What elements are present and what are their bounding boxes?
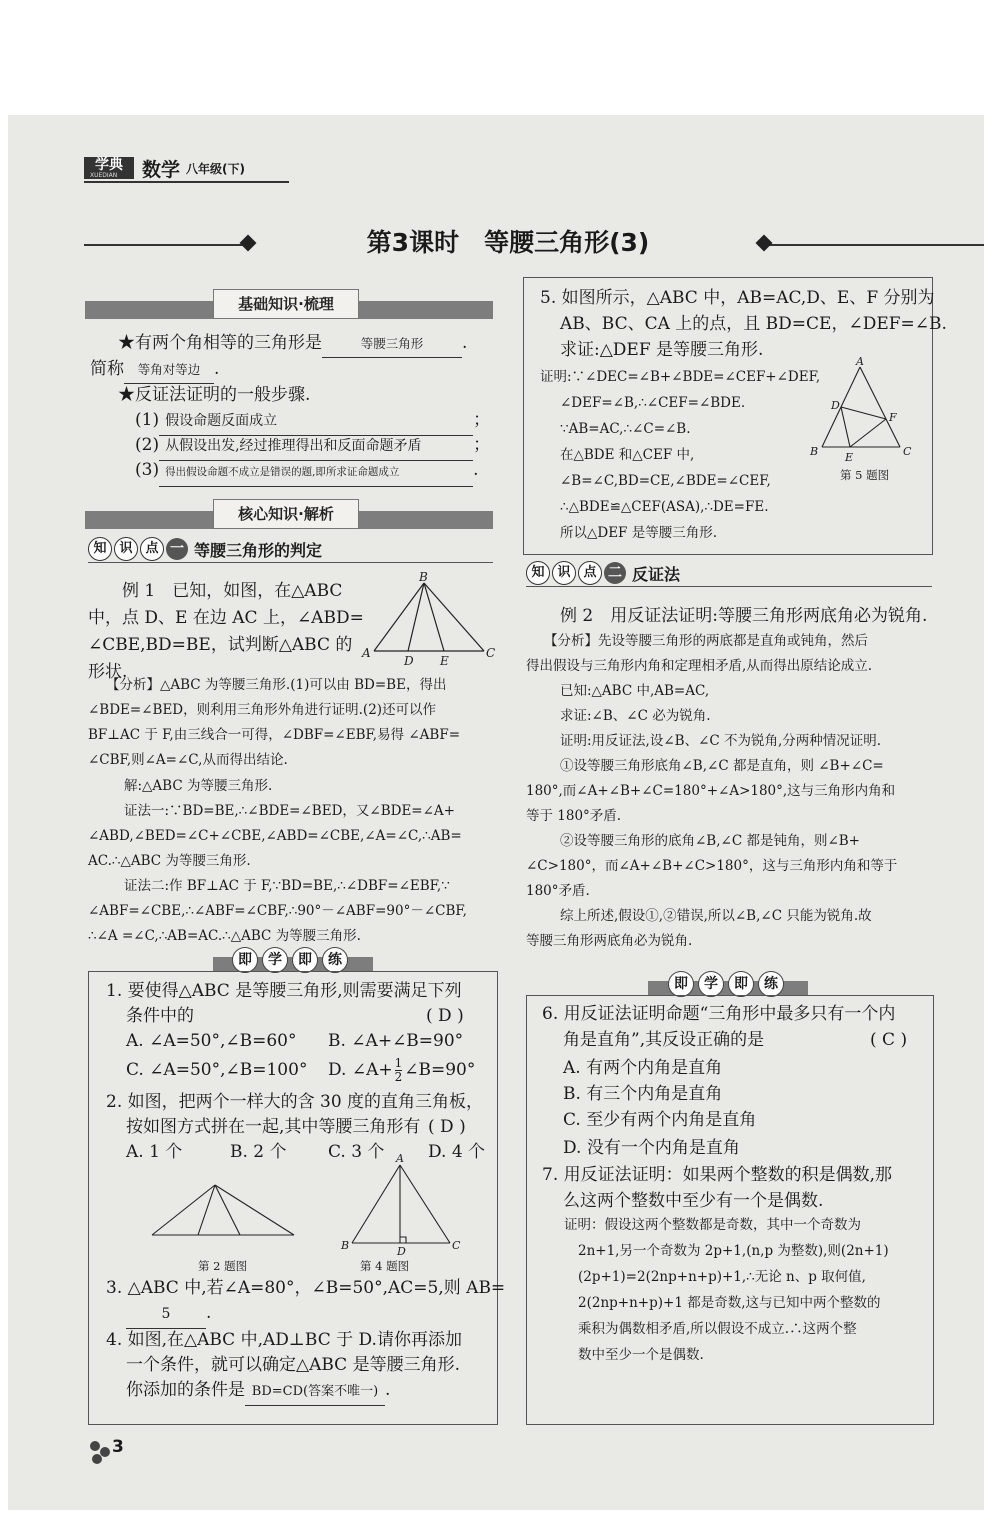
basic-line2-dot: . [214,359,220,379]
ex1-analysis-2: ∠BDE=∠BED，则利用三角形外角进行证明.(2)还可以作 [88,702,437,718]
ex2-proof-9: 等腰三角形两底角必为锐角. [526,933,693,949]
ex2-proof-7: 180°矛盾. [526,883,590,899]
step1-answer: 假设命题反面成立 [159,408,473,436]
ex1-line-3: ∠CBE,BD=BE，试判断△ABC 的 [88,635,353,655]
ex2-proof-3: 180°,而∠A+∠B+∠C=180°+∠A>180°,这与三角形内角和 [526,783,896,799]
kp1-number: 一 [166,538,188,560]
q7-proof-1: 证明：假设这两个整数都是奇数，其中一个奇数为 [564,1217,861,1233]
q6-option-d: D. 没有一个内角是直角 [563,1138,740,1158]
brand-block [84,157,284,181]
step2-semi: ； [473,435,491,455]
subject: 数学 [142,159,181,181]
ex2-given-2: 求证:∠B、∠C 必为锐角. [560,708,711,724]
ex1-label-e: E [440,654,449,668]
q5-proof-1: 证明:∵∠DEC=∠B+∠BDE=∠CEF+∠DEF, [540,369,821,385]
ex2-analysis-1: 【分析】先设等腰三角形的两底都是直角或钝角，然后 [544,633,868,649]
step3-dot: . [473,460,479,480]
q4-line-2: 一个条件，就可以确定△ABC 是等腰三角形. [126,1355,460,1375]
q2-fig-inner-left [198,1185,215,1235]
ex1-analysis-4: ∠CBF,则∠A=∠C,从而得出结论. [88,752,288,768]
ex2-proof-5: ②设等腰三角形的底角∠B,∠C 都是钝角，则∠B+ [560,833,860,849]
step3-answer: 得出假设命题不成立是错误的题,即所求证命题成立 [159,459,473,487]
right-practice-label [668,971,784,997]
q3-answer-line [126,1300,211,1329]
q2-fig-right-edge [215,1185,294,1235]
q6-answer: ( C ) [870,1030,908,1050]
q5-label-f: F [889,411,897,424]
ex1-solution-1: 解:△ABC 为等腰三角形. [124,778,273,794]
q5-figure [808,355,918,465]
q1-fraction [395,1057,403,1084]
ex1-solution-7: ∴∠A =∠C,∴AB=AC.∴△ABC 为等腰三角形. [88,928,361,944]
q4-label-c: C [452,1239,461,1252]
q1-line-2: 条件中的 [126,1006,194,1026]
ex1-solution-3: ∠ABD,∠BED=∠C+∠CBE,∠ABD=∠CBE,∠A=∠C,∴AB= [88,828,462,844]
q1-option-d-pre: D. ∠A+ [328,1060,393,1080]
ex1-solution-2: 证法一:∵BD=BE,∴∠BDE=∠BED，又∠BDE=∠A+ [124,803,455,819]
q1-option-c: C. ∠A=50°,∠B=100° [126,1060,308,1080]
step3-num: (3) [135,460,160,480]
q7-proof-4: 2(2np+n+p)+1 都是奇数,这与已知中两个整数的 [578,1295,881,1311]
q5-label-b: B [810,445,819,458]
ex1-line-be [424,583,444,651]
ex2-proof-6: ∠C>180°，而∠A+∠B+∠C>180°，这与三角形内角和等于 [526,858,898,874]
q2-figure [148,1177,298,1249]
kp1-char-2: 识 [114,537,138,561]
q5-proof-5: ∠B=∠C,BD=CE,∠BDE=∠CEF, [560,473,771,489]
ex1-line-1: 例 1 已知，如图，在△ABC [122,581,343,601]
kp1-char-1: 知 [88,537,112,561]
ex1-line-4: 形状. [88,662,128,682]
ex1-solution-5: 证法二:作 BF⊥AC 于 F,∵BD=BE,∴∠DBF=∠EBF,∵ [124,878,450,894]
title-diamond-right [756,235,773,252]
ex1-label-a: A [362,646,371,660]
kp2-underline [526,586,932,587]
q4-figure [338,1151,468,1259]
q2-option-b: B. 2 个 [230,1142,287,1162]
q2-fig-left-edge [152,1185,215,1235]
ex2-analysis-2: 得出假设与三角形内角和定理相矛盾,从而得出原结论成立. [526,658,873,674]
q5-proof-3: ∵AB=AC,∴∠C=∠B. [560,421,691,437]
kp1-char-3: 点 [140,537,164,561]
q7-proof-2: 2n+1,另一个奇数为 2p+1,(n,p 为整数),则(2n+1) [578,1243,889,1259]
basic-line1-text: ★有两个角相等的三角形是 [118,333,322,353]
header-rule [84,181,289,183]
ex1-analysis-3: BF⊥AC 于 F,由三线合一可得，∠DBF=∠EBF,易得 ∠ABF= [88,727,461,743]
q6-option-b: B. 有三个内角是直角 [563,1084,723,1104]
q1-fraction-den: 2 [394,1070,403,1084]
q3-end: . [206,1303,212,1323]
q6-line-1: 6. 用反证法证明命题“三角形中最多只有一个内 [542,1004,896,1024]
ex2-proof-2: ①设等腰三角形底角∠B,∠C 都是直角，则 ∠B+∠C= [560,758,884,774]
ex1-analysis-1: 【分析】△ABC 为等腰三角形.(1)可以由 BD=BE，得出 [106,677,447,693]
q5-fig-df [841,407,886,419]
core-section-label: 核心知识·解析 [213,499,359,529]
kp2-char-3: 点 [578,561,602,585]
q5-line-2: AB、BC、CA 上的点，且 BD=CE，∠DEF=∠B. [560,314,947,334]
basic-line2-answer: 等角对等边 [124,356,214,384]
ex1-label-b: B [419,571,428,584]
page-title: 第3课时 等腰三角形(3) [366,228,650,257]
brand: 学典 [84,157,134,179]
q5-proof-7: 所以△DEF 是等腰三角形. [560,525,718,541]
right-practice-char-4: 练 [758,971,784,997]
q7-proof-6: 数中至少一个是偶数. [578,1347,704,1363]
step1-semi: ； [473,410,491,430]
page [8,115,984,1510]
q7-line-2: 么这两个整数中至少有一个是偶数. [563,1191,824,1211]
q1-answer: ( D ) [426,1006,464,1026]
q5-label-d: D [831,399,840,412]
left-practice-label [232,947,348,973]
q2-option-d: D. 4 个 [428,1142,486,1162]
q7-proof-5: 乘积为偶数相矛盾,所以假设不成立.∴这两个整 [578,1321,857,1337]
kp2-number: 二 [604,562,626,584]
q2-answer: ( D ) [428,1117,466,1137]
q5-label-c: C [903,445,912,458]
ex2-proof-8: 综上所述,假设①,②错误,所以∠B,∠C 只能为锐角.故 [560,908,872,924]
q4-figure-caption: 第 4 题图 [360,1259,410,1273]
left-practice-char-1: 即 [232,947,258,973]
page-number: 3 [112,1437,124,1457]
left-practice-char-4: 练 [322,947,348,973]
q4-answer: BD=CD(答案不唯一) [245,1378,385,1406]
q1-line-1: 1. 要使得△ABC 是等腰三角形,则需要满足下列 [106,981,462,1001]
q4-fig-ac [400,1165,450,1243]
ex1-figure [360,571,500,671]
ex1-label-d: D [404,654,414,668]
basic-line2-text: 简称 [90,359,124,379]
q4-fig-ab [352,1165,400,1243]
left-practice-char-3: 即 [292,947,318,973]
basic-step-3 [135,457,479,487]
title-line-right [758,244,984,246]
q4-line-1: 4. 如图,在△ABC 中,AD⊥BC 于 D.请你再添加 [106,1330,462,1350]
q4-label-d: D [397,1245,406,1258]
kp1-underline [88,562,493,563]
knowledge-point-1 [88,537,322,561]
q1-option-d [328,1057,475,1084]
right-practice-char-1: 即 [668,971,694,997]
q5-label-e: E [845,451,854,464]
kp2-char-1: 知 [526,561,550,585]
q4-fig-right-angle [400,1237,406,1243]
q1-option-a: A. ∠A=50°,∠B=60° [126,1031,297,1051]
ex1-line-2: 中，点 D、E 在边 AC 上，∠ABD= [88,608,364,628]
basic-line1-dot: . [462,333,468,353]
ex1-label-c: C [486,646,496,660]
q5-figure-caption: 第 5 题图 [840,468,890,482]
ex2-title: 例 2 用反证法证明:等腰三角形两底角必为锐角. [560,606,928,626]
right-practice-char-2: 学 [698,971,724,997]
basic-line-3: ★反证法证明的一般步骤. [118,385,311,405]
ex1-solution-4: AC.∴△ABC 为等腰三角形. [88,853,251,869]
hex-icon-3 [92,1454,102,1464]
step2-answer: 从假设出发,经过推理得出和反面命题矛盾 [159,433,473,461]
basic-line1-answer: 等腰三角形 [322,330,462,358]
q4-label-b: B [341,1239,350,1252]
title-diamond-left [240,235,257,252]
step1-num: (1) [135,410,160,430]
q5-label-a: A [856,355,864,368]
q2-line-2: 按如图方式拼在一起,其中等腰三角形有 [126,1117,421,1137]
kp2-char-2: 识 [552,561,576,585]
q3-line: 3. △ABC 中,若∠A=80°，∠B=50°,AC=5,则 AB= [106,1278,506,1298]
q5-proof-2: ∠DEF=∠B,∴∠CEF=∠BDE. [560,395,746,411]
q5-line-1: 5. 如图所示，△ABC 中，AB=AC,D、E、F 分别为 [540,288,935,308]
q1-fraction-num: 1 [394,1056,403,1070]
kp2-title: 反证法 [632,564,681,584]
q2-line-1: 2. 如图，把两个一样大的含 30 度的直角三角板， [106,1092,484,1112]
basic-section-label: 基础知识·梳理 [213,289,359,319]
left-practice-char-2: 学 [262,947,288,973]
q1-option-d-post: ∠B=90° [404,1060,476,1080]
ex2-proof-4: 等于 180°矛盾. [526,808,622,824]
q5-fig-de [841,407,850,447]
basic-line-2 [90,356,219,384]
q3-answer: 5 [126,1301,206,1329]
q6-option-a: A. 有两个内角是直角 [563,1058,723,1078]
grade: 八年级(下) [186,162,245,176]
brand-sub: XUEDIAN [90,172,118,179]
q6-option-c: C. 至少有两个内角是直角 [563,1110,757,1130]
q4-label-a: A [396,1152,404,1165]
q7-line-1: 7. 用反证法证明：如果两个整数的积是偶数,那 [542,1165,893,1185]
q4-end: . [385,1380,391,1400]
q5-proof-6: ∴△BDE≌△CEF(ASA),∴DE=FE. [560,499,769,515]
basic-line-1 [118,330,467,358]
ex2-given-1: 已知:△ABC 中,AB=AC, [560,683,710,699]
q5-fig-ef [850,419,886,447]
step2-num: (2) [135,435,160,455]
q7-proof-3: (2p+1)=2(2np+n+p)+1,∴无论 n、p 取何值, [578,1269,866,1285]
q2-figure-caption: 第 2 题图 [198,1259,248,1273]
q6-line-2: 角是直角”,其反设正确的是 [563,1030,765,1050]
title-line-left [84,244,244,246]
ex1-line-bc [424,583,484,651]
q4-line3-text: 你添加的条件是 [126,1380,245,1400]
q2-option-c: C. 3 个 [328,1142,385,1162]
q1-option-b: B. ∠A+∠B=90° [328,1031,464,1051]
kp1-title: 等腰三角形的判定 [194,540,323,560]
knowledge-point-2 [526,561,680,585]
hex-icon-1 [90,1441,100,1451]
hex-icon-2 [100,1447,110,1457]
ex2-proof-1: 证明:用反证法,设∠B、∠C 不为锐角,分两种情况证明. [560,733,882,749]
q5-proof-4: 在△BDE 和△CEF 中, [560,447,695,463]
q5-line-3: 求证:△DEF 是等腰三角形. [560,340,764,360]
q2-option-a: A. 1 个 [126,1142,183,1162]
q4-line-3 [126,1377,390,1406]
right-practice-char-3: 即 [728,971,754,997]
ex1-solution-6: ∠ABF=∠CBE,∴∠ABF=∠CBF,∴90°－∠ABF=90°－∠CBF, [88,903,467,919]
